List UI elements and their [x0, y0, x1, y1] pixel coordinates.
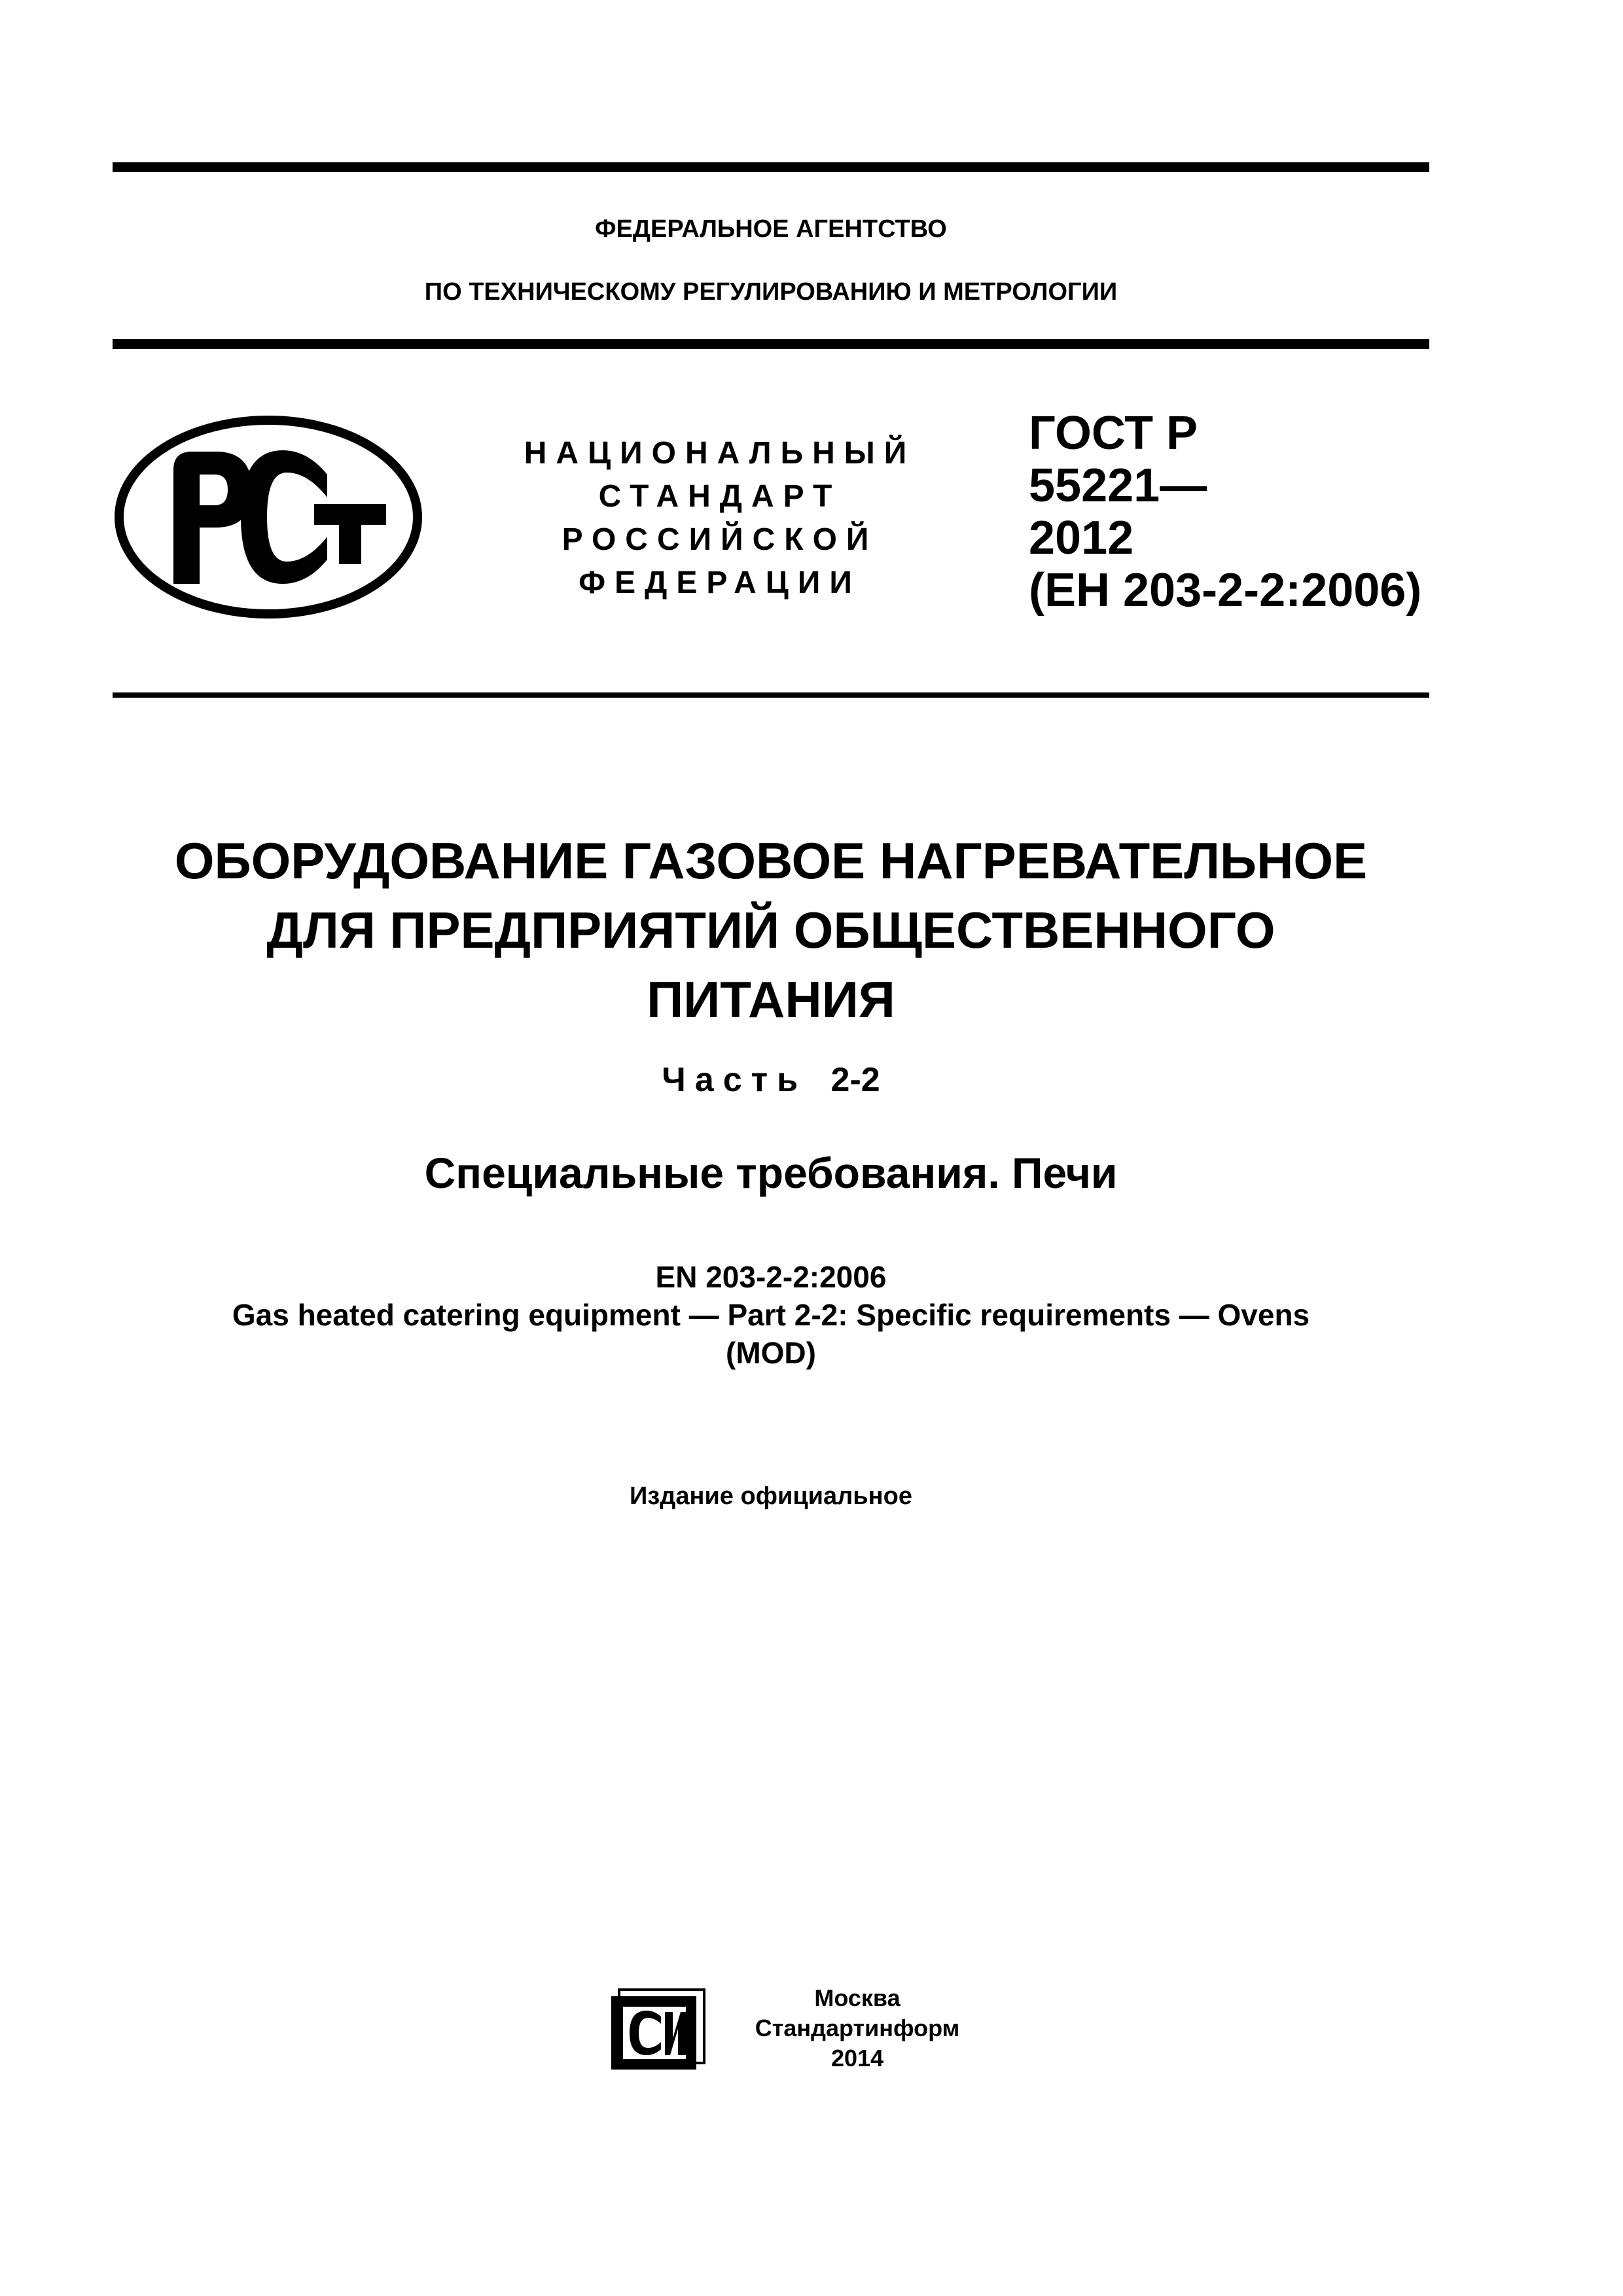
- national-line: НАЦИОНАЛЬНЫЙ: [524, 436, 916, 471]
- designation-line4: (ЕН 203-2-2:2006): [1029, 564, 1422, 617]
- rst-logo-icon: [111, 412, 425, 622]
- national-standard-label: [497, 432, 942, 605]
- national-line: РОССИЙСКОЙ: [562, 522, 878, 557]
- reference-modification: (MOD): [726, 1336, 816, 1370]
- agency-name-line1: ФЕДЕРАЛЬНОЕ АГЕНТСТВО: [595, 215, 947, 243]
- document-subtitle: Специальные требования. Печи: [424, 1149, 1118, 1197]
- header-rule: [113, 339, 1429, 349]
- reference-english-title: Gas heated catering equipment — Part 2-2: Specific requirements — Ovens: [232, 1298, 1310, 1332]
- reference-code: EN 203-2-2:2006: [655, 1260, 887, 1294]
- section-rule: [113, 692, 1429, 698]
- title-line: ПИТАНИЯ: [647, 971, 895, 1028]
- agency-name-line2: ПО ТЕХНИЧЕСКОМУ РЕГУЛИРОВАНИЮ И МЕТРОЛОГИИ: [424, 278, 1118, 306]
- publisher-city: Москва: [814, 1984, 901, 2011]
- part-number: 2-2: [830, 1061, 880, 1099]
- top-rule: [113, 162, 1429, 172]
- designation-line2: 55221—: [1029, 459, 1207, 512]
- designation-line1: ГОСТ Р: [1029, 407, 1198, 459]
- reference-standard: [113, 1258, 1429, 1372]
- part-label: Часть: [662, 1061, 808, 1099]
- document-title: [113, 826, 1429, 1034]
- publisher-name: Стандартинформ: [755, 2015, 960, 2041]
- standard-designation: [1029, 407, 1421, 617]
- publication-year: 2014: [830, 2045, 884, 2072]
- edition-label: Издание официальное: [630, 1482, 912, 1510]
- title-line: ОБОРУДОВАНИЕ ГАЗОВОЕ НАГРЕВАТЕЛЬНОЕ: [174, 832, 1368, 889]
- national-line: СТАНДАРТ: [598, 479, 842, 514]
- designation-line3: 2012: [1029, 512, 1134, 564]
- title-line: ДЛЯ ПРЕДПРИЯТИЙ ОБЩЕСТВЕННОГО: [266, 901, 1275, 959]
- standartinform-logo-icon: [609, 1987, 707, 2072]
- national-line: ФЕДЕРАЦИИ: [579, 565, 861, 600]
- part-heading: [113, 1060, 1429, 1100]
- publisher-info: [726, 1983, 988, 2073]
